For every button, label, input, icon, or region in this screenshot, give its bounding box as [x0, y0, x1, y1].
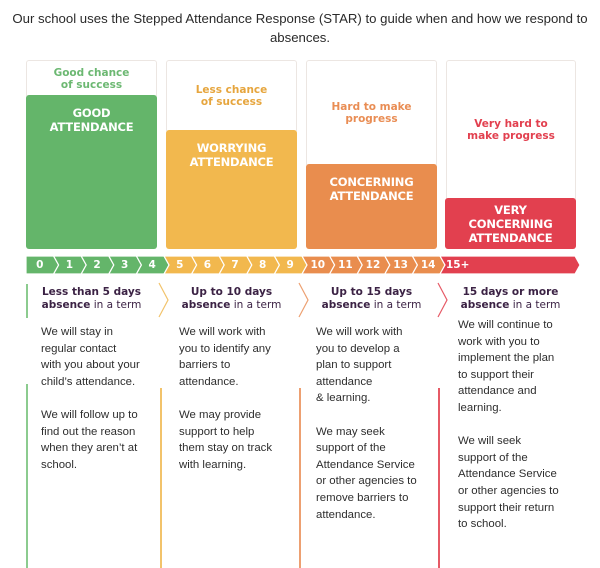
range-term: in a term — [90, 299, 142, 311]
range-label-very-concerning — [445, 286, 576, 312]
level-good-attendance: GOOD ATTENDANCE — [26, 95, 157, 249]
range-days: Up to 10 days — [190, 286, 273, 298]
scale-number: 5 — [176, 259, 184, 271]
range-absence: absence — [321, 299, 371, 311]
scale-number: 8 — [258, 259, 267, 271]
range-label-worrying — [166, 286, 297, 312]
chevron-divider-icon — [437, 282, 449, 318]
scale-number: 13 — [393, 259, 408, 271]
description-paragraph: We will work with you to identify any barriers to attendance. — [179, 326, 271, 388]
range-days: 15 days or more — [462, 286, 559, 298]
description-paragraph: We will follow up to find out the reason when they aren’t at school. — [41, 408, 138, 471]
divider-line-good — [26, 284, 28, 318]
scale-number: 2 — [93, 259, 101, 271]
scale-number: 9 — [286, 259, 294, 271]
description-very-concerning — [458, 317, 584, 549]
scale-number: 6 — [203, 259, 212, 271]
description-paragraph: We will stay in regular contact with you about your child’s attendance. — [41, 326, 140, 388]
description-good — [41, 324, 161, 490]
scale-number: 15+ — [446, 259, 470, 271]
scale-number: 1 — [65, 259, 74, 271]
chance-very-concerning: Very hard to make progress — [446, 60, 576, 199]
range-label-concerning — [306, 286, 437, 312]
range-days: Up to 15 days — [330, 286, 413, 298]
chevron-divider-icon — [298, 282, 310, 318]
range-absence: absence — [460, 299, 510, 311]
level-worrying-attendance: WORRYING ATTENDANCE — [166, 130, 297, 249]
description-paragraph: We may provide support to help them stay on track with learning. — [179, 408, 273, 471]
range-absence: absence — [41, 299, 91, 311]
description-paragraph: We may seek support of the Attendance Service or other agencies to remove barriers to attendance. — [316, 425, 417, 521]
chance-concerning: Hard to make progress — [306, 60, 437, 165]
scale-number: 11 — [338, 259, 353, 271]
level-concerning-attendance: CONCERNING ATTENDANCE — [306, 164, 437, 249]
absence-day-scale — [26, 256, 580, 274]
range-absence: absence — [181, 299, 231, 311]
chance-worrying: Less chance of success — [166, 60, 297, 131]
scale-number: 10 — [310, 259, 326, 271]
description-concerning — [316, 324, 436, 540]
scale-number: 0 — [36, 259, 44, 271]
range-label-good — [26, 286, 157, 312]
intro-text: Our school uses the Stepped Attendance Response (STAR) to guide when and how we respond to absences. — [12, 11, 588, 45]
scale-number: 12 — [365, 259, 381, 271]
scale-number: 3 — [120, 259, 129, 271]
scale-number: 4 — [148, 259, 156, 271]
divider-line-good — [26, 384, 28, 568]
description-worrying — [179, 324, 299, 490]
scale-number: 7 — [231, 259, 239, 271]
description-paragraph: We will work with you to develop a plan to support attendance & learning. — [316, 326, 403, 405]
scale-number: 14 — [420, 259, 436, 271]
divider-line-concerning — [299, 388, 301, 568]
level-very-concerning-attendance: VERY CONCERNING ATTENDANCE — [445, 198, 576, 249]
range-term: in a term — [370, 299, 422, 311]
chance-good: Good chance of success — [26, 60, 157, 96]
description-paragraph: We will seek support of the Attendance Service or other agencies to support their return to school. — [458, 435, 559, 531]
range-term: in a term — [230, 299, 282, 311]
chevron-divider-icon — [158, 282, 170, 318]
range-term: in a term — [509, 299, 561, 311]
description-paragraph: We will continue to work with you to implement the plan to support their attendance and learning. — [458, 319, 555, 414]
range-days: Less than 5 days — [41, 286, 141, 298]
divider-line-very-concerning — [438, 388, 440, 568]
